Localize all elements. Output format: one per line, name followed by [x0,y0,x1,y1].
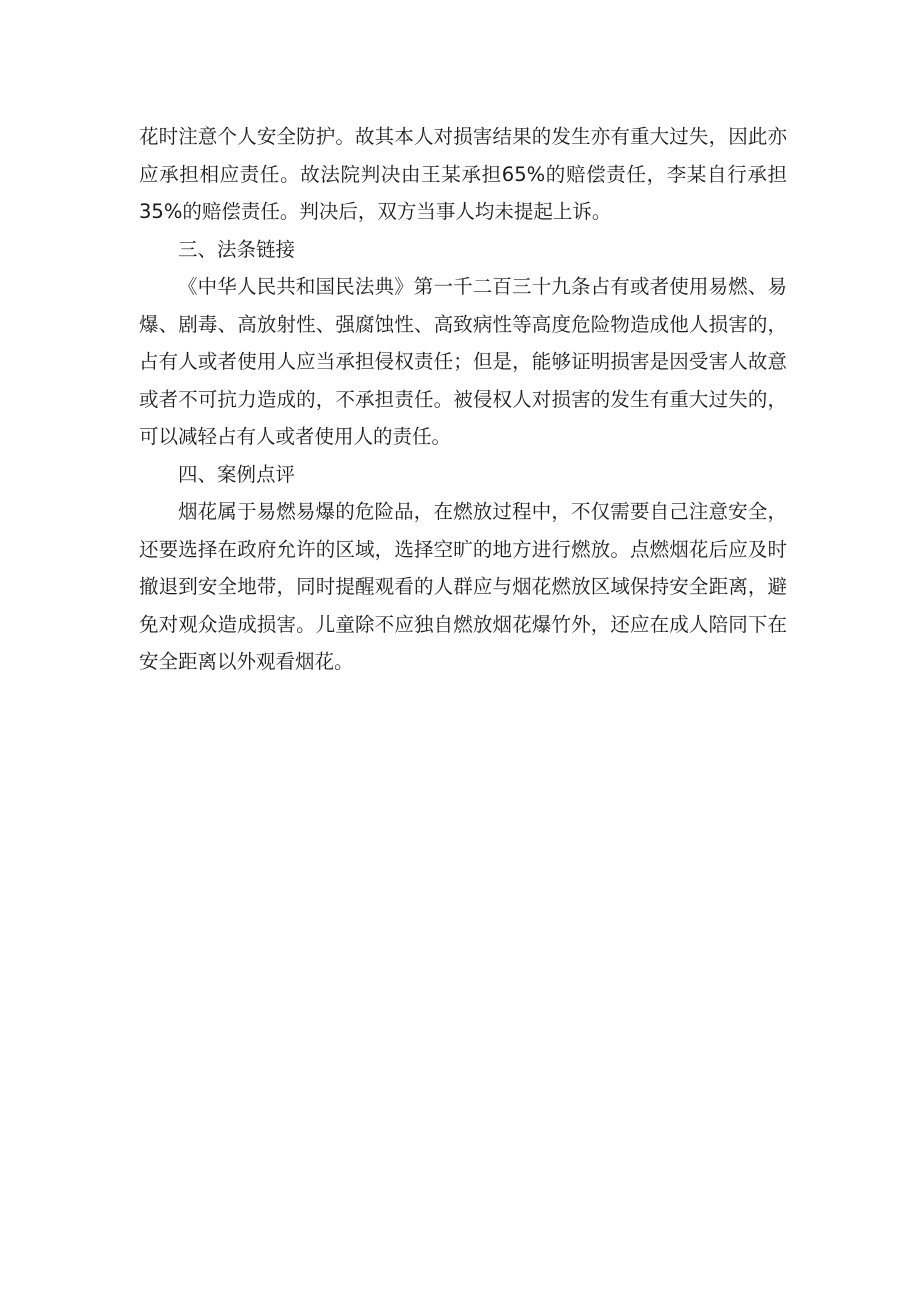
paragraph-judgment-conclusion: 花时注意个人安全防护。故其本人对损害结果的发生亦有重大过失，因此亦应承担相应责任。故法院判决由王某承担65%的赔偿责任，李某自行承担35%的赔偿责任。判决后，双方当事人均未提起上诉。 [139,125,787,223]
section-heading-legal-provisions: 三、法条链接 [178,237,296,261]
document-body [139,118,787,681]
section-heading-case-commentary: 四、案例点评 [178,462,296,486]
paragraph-commentary: 烟花属于易燃易爆的危险品，在燃放过程中，不仅需要自己注意安全，还要选择在政府允许的区域，选择空旷的地方进行燃放。点燃烟花后应及时撤退到安全地带，同时提醒观看的人群应与烟花燃放区域保持安全距离，避免对观众造成损害。儿童除不应独自燃放烟花爆竹外，还应在成人陪同下在安全距离以外观看烟花。 [139,500,787,673]
paragraph-civil-code-article: 《中华人民共和国民法典》第一千二百三十九条占有或者使用易燃、易爆、剧毒、高放射性、强腐蚀性、高致病性等高度危险物造成他人损害的，占有人或者使用人应当承担侵权责任；但是，能够证明损害是因受害人故意或者不可抗力造成的，不承担责任。被侵权人对损害的发生有重大过失的，可以减轻占有人或者使用人的责任。 [139,275,787,448]
